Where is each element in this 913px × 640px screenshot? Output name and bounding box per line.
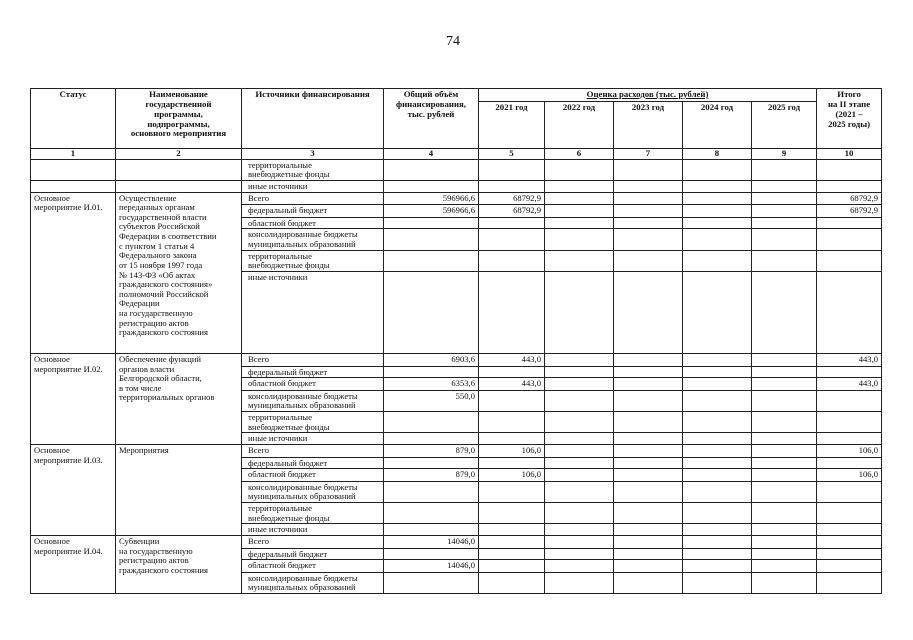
value-cell [479, 250, 545, 271]
value-cell [614, 192, 683, 205]
value-cell [683, 159, 752, 180]
value-cell [683, 457, 752, 469]
value-cell [817, 457, 882, 469]
value-cell: 596966,6 [384, 192, 479, 205]
value-cell [752, 217, 817, 229]
value-cell [384, 572, 479, 593]
value-cell [817, 366, 882, 378]
column-number: 6 [545, 148, 614, 159]
value-cell [683, 353, 752, 366]
value-cell [817, 217, 882, 229]
value-cell [479, 271, 545, 353]
value-cell [752, 366, 817, 378]
value-cell: 550,0 [384, 390, 479, 411]
value-cell [817, 159, 882, 180]
name-cell: Обеспечение функций органов власти Белгородской области, в том числе территориальных органов [116, 353, 242, 444]
status-cell: Основное мероприятие И.04. [31, 535, 116, 593]
table-row [31, 180, 882, 192]
value-cell [683, 180, 752, 192]
source-cell: Всего [242, 535, 384, 548]
status-cell [31, 159, 116, 180]
source-cell: консолидированные бюджеты муниципальных образований [242, 481, 384, 502]
value-cell: 443,0 [817, 378, 882, 391]
value-cell [614, 560, 683, 573]
source-cell: областной бюджет [242, 560, 384, 573]
header-year: 2025 год [752, 101, 817, 148]
value-cell [545, 390, 614, 411]
value-cell [545, 503, 614, 524]
value-cell [614, 229, 683, 250]
value-cell [817, 524, 882, 536]
value-cell [683, 535, 752, 548]
value-cell [614, 481, 683, 502]
value-cell [614, 180, 683, 192]
value-cell [479, 572, 545, 593]
value-cell [545, 457, 614, 469]
table-row [31, 353, 882, 366]
value-cell [683, 433, 752, 445]
source-cell: консолидированные бюджеты муниципальных образований [242, 572, 384, 593]
value-cell [614, 353, 683, 366]
value-cell [752, 180, 817, 192]
column-number: 10 [817, 148, 882, 159]
value-cell [752, 378, 817, 391]
value-cell [752, 229, 817, 250]
value-cell [683, 572, 752, 593]
name-cell: Мероприятия [116, 444, 242, 535]
value-cell: 443,0 [479, 378, 545, 391]
value-cell [614, 159, 683, 180]
table-row [31, 159, 882, 180]
value-cell [479, 180, 545, 192]
value-cell [683, 560, 752, 573]
value-cell: 68792,9 [817, 205, 882, 218]
column-number: 1 [31, 148, 116, 159]
value-cell [545, 205, 614, 218]
value-cell: 106,0 [479, 469, 545, 482]
value-cell [545, 433, 614, 445]
value-cell [545, 412, 614, 433]
column-number: 3 [242, 148, 384, 159]
header-stage-total: Итого на II этапе (2021 – 2025 годы) [817, 89, 882, 149]
value-cell [817, 535, 882, 548]
value-cell [545, 469, 614, 482]
value-cell: 6353,6 [384, 378, 479, 391]
source-cell: территориальные внебюджетные фонды [242, 250, 384, 271]
value-cell [817, 503, 882, 524]
value-cell [545, 378, 614, 391]
value-cell [614, 548, 683, 560]
value-cell [752, 433, 817, 445]
value-cell [683, 444, 752, 457]
value-cell: 68792,9 [479, 192, 545, 205]
value-cell: 68792,9 [817, 192, 882, 205]
source-cell: консолидированные бюджеты муниципальных образований [242, 229, 384, 250]
table-row [31, 535, 882, 548]
value-cell [384, 229, 479, 250]
source-cell: Всего [242, 353, 384, 366]
value-cell [384, 159, 479, 180]
value-cell [614, 390, 683, 411]
value-cell [384, 481, 479, 502]
header-total: Общий объём финансирования, тыс. рублей [384, 89, 479, 149]
value-cell [479, 390, 545, 411]
value-cell [683, 378, 752, 391]
value-cell [479, 535, 545, 548]
value-cell [479, 560, 545, 573]
name-cell: Осуществление переданных органам государственной власти субъектов Российской Федерации в соответствии с пунктом 1 статьи 4 Федерального закона от 15 ноября 1997 года № 143-ФЗ «Об актах гражданского состояния» полномочий Российской Федерации на государственную регистрацию актов гражданского состояния [116, 192, 242, 353]
value-cell [614, 503, 683, 524]
value-cell [545, 180, 614, 192]
value-cell [384, 250, 479, 271]
value-cell [752, 250, 817, 271]
value-cell [384, 217, 479, 229]
column-number: 4 [384, 148, 479, 159]
value-cell [683, 192, 752, 205]
value-cell [614, 457, 683, 469]
value-cell [614, 412, 683, 433]
header-estimate: Оценка расходов (тыс. рублей) [479, 89, 817, 102]
header-name: Наименование государственной программы, подпрограммы, основного мероприятия [116, 89, 242, 149]
value-cell [545, 535, 614, 548]
value-cell [479, 217, 545, 229]
value-cell [817, 180, 882, 192]
value-cell [479, 229, 545, 250]
value-cell [545, 366, 614, 378]
value-cell [384, 180, 479, 192]
table-row [31, 444, 882, 457]
value-cell [545, 192, 614, 205]
value-cell [614, 250, 683, 271]
value-cell [683, 548, 752, 560]
header-year: 2022 год [545, 101, 614, 148]
header-year: 2024 год [683, 101, 752, 148]
value-cell [752, 390, 817, 411]
value-cell [545, 524, 614, 536]
value-cell [384, 412, 479, 433]
value-cell [752, 572, 817, 593]
value-cell [614, 535, 683, 548]
value-cell [545, 572, 614, 593]
value-cell [752, 535, 817, 548]
value-cell [817, 229, 882, 250]
source-cell: федеральный бюджет [242, 457, 384, 469]
header-status: Статус [31, 89, 116, 149]
value-cell [479, 159, 545, 180]
value-cell [752, 524, 817, 536]
value-cell [614, 205, 683, 218]
value-cell [683, 390, 752, 411]
value-cell [545, 250, 614, 271]
name-cell [116, 159, 242, 180]
value-cell [479, 457, 545, 469]
source-cell: иные источники [242, 433, 384, 445]
source-cell: областной бюджет [242, 378, 384, 391]
value-cell: 106,0 [479, 444, 545, 457]
source-cell: консолидированные бюджеты муниципальных образований [242, 390, 384, 411]
value-cell [752, 159, 817, 180]
value-cell [545, 444, 614, 457]
source-cell: территориальные внебюджетные фонды [242, 159, 384, 180]
value-cell: 106,0 [817, 469, 882, 482]
source-cell: Всего [242, 192, 384, 205]
value-cell [614, 366, 683, 378]
value-cell [479, 503, 545, 524]
status-cell: Основное мероприятие И.03. [31, 444, 116, 535]
value-cell [545, 159, 614, 180]
value-cell [752, 469, 817, 482]
value-cell [614, 469, 683, 482]
value-cell [683, 412, 752, 433]
value-cell [817, 271, 882, 353]
value-cell: 14046,0 [384, 535, 479, 548]
value-cell [683, 250, 752, 271]
value-cell [614, 572, 683, 593]
column-number: 2 [116, 148, 242, 159]
value-cell [817, 548, 882, 560]
status-cell [31, 180, 116, 192]
value-cell [752, 205, 817, 218]
value-cell [479, 524, 545, 536]
value-cell [683, 469, 752, 482]
source-cell: Всего [242, 444, 384, 457]
column-number: 8 [683, 148, 752, 159]
value-cell [545, 548, 614, 560]
value-cell [817, 250, 882, 271]
header-source: Источники финансирования [242, 89, 384, 149]
source-cell: федеральный бюджет [242, 366, 384, 378]
value-cell [545, 217, 614, 229]
value-cell [817, 412, 882, 433]
source-cell: федеральный бюджет [242, 548, 384, 560]
value-cell [384, 503, 479, 524]
value-cell: 443,0 [479, 353, 545, 366]
value-cell [683, 271, 752, 353]
value-cell [817, 433, 882, 445]
financing-table [30, 88, 882, 594]
value-cell [817, 481, 882, 502]
status-cell: Основное мероприятие И.01. [31, 192, 116, 353]
value-cell [752, 271, 817, 353]
value-cell: 106,0 [817, 444, 882, 457]
value-cell [683, 366, 752, 378]
value-cell [817, 560, 882, 573]
source-cell: иные источники [242, 180, 384, 192]
name-cell [116, 180, 242, 192]
value-cell [384, 271, 479, 353]
header-year: 2023 год [614, 101, 683, 148]
value-cell [683, 229, 752, 250]
value-cell [479, 412, 545, 433]
value-cell: 68792,9 [479, 205, 545, 218]
value-cell [614, 271, 683, 353]
value-cell [545, 353, 614, 366]
value-cell [545, 481, 614, 502]
value-cell [384, 433, 479, 445]
table-body [31, 159, 882, 593]
value-cell: 14046,0 [384, 560, 479, 573]
value-cell [479, 433, 545, 445]
value-cell [479, 481, 545, 502]
value-cell: 6903,6 [384, 353, 479, 366]
source-cell: федеральный бюджет [242, 205, 384, 218]
header-year: 2021 год [479, 101, 545, 148]
value-cell: 879,0 [384, 469, 479, 482]
value-cell [752, 548, 817, 560]
value-cell [683, 524, 752, 536]
value-cell [384, 366, 479, 378]
source-cell: иные источники [242, 271, 384, 353]
column-number: 7 [614, 148, 683, 159]
source-cell: областной бюджет [242, 217, 384, 229]
value-cell [683, 205, 752, 218]
value-cell [384, 524, 479, 536]
value-cell: 596966,6 [384, 205, 479, 218]
status-cell: Основное мероприятие И.02. [31, 353, 116, 444]
value-cell [752, 192, 817, 205]
value-cell [614, 524, 683, 536]
value-cell [545, 229, 614, 250]
value-cell [384, 457, 479, 469]
column-number: 5 [479, 148, 545, 159]
column-number: 9 [752, 148, 817, 159]
value-cell [545, 271, 614, 353]
source-cell: иные источники [242, 524, 384, 536]
value-cell [479, 366, 545, 378]
value-cell [683, 481, 752, 502]
value-cell [817, 390, 882, 411]
value-cell: 879,0 [384, 444, 479, 457]
value-cell [752, 412, 817, 433]
source-cell: территориальные внебюджетные фонды [242, 503, 384, 524]
value-cell [614, 217, 683, 229]
value-cell [752, 353, 817, 366]
value-cell [817, 572, 882, 593]
value-cell [752, 457, 817, 469]
value-cell [479, 548, 545, 560]
value-cell [545, 560, 614, 573]
value-cell [614, 378, 683, 391]
page-number: 74 [446, 34, 460, 49]
value-cell [614, 433, 683, 445]
value-cell [752, 481, 817, 502]
value-cell: 443,0 [817, 353, 882, 366]
value-cell [752, 444, 817, 457]
value-cell [614, 444, 683, 457]
name-cell: Субвенции на государственную регистрацию актов гражданского состояния [116, 535, 242, 593]
value-cell [752, 560, 817, 573]
source-cell: территориальные внебюджетные фонды [242, 412, 384, 433]
value-cell [384, 548, 479, 560]
value-cell [683, 217, 752, 229]
table-row [31, 192, 882, 205]
value-cell [683, 503, 752, 524]
value-cell [752, 503, 817, 524]
source-cell: областной бюджет [242, 469, 384, 482]
